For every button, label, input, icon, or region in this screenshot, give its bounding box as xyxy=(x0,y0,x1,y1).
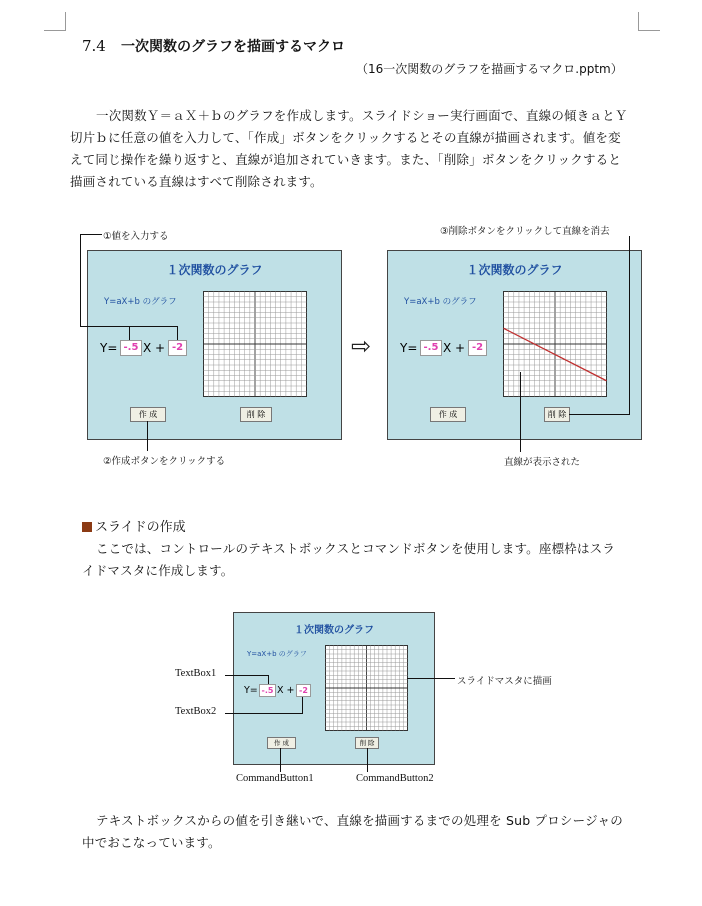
crop-mark-right xyxy=(638,30,660,31)
slide-formula: Y=aX+b のグラフ xyxy=(247,650,307,658)
crop-mark-left xyxy=(44,30,66,31)
callout-line xyxy=(177,326,178,340)
annotation-create: ②作成ボタンをクリックする xyxy=(103,456,226,467)
callout-line xyxy=(80,234,81,326)
annotation-input: ①値を入力する xyxy=(103,231,169,242)
intro-line: 切片ｂに任意の値を入力して、「作成」ボタンをクリックするとその直線が描画されます。値を変 xyxy=(70,130,621,145)
delete-button[interactable]: 削 除 xyxy=(240,407,272,422)
closing-line: 中でおこなっています。 xyxy=(82,835,221,850)
label-textbox1: TextBox1 xyxy=(175,668,217,679)
subsection-title: スライドの作成 xyxy=(95,520,186,535)
label-textbox2: TextBox2 xyxy=(175,706,217,717)
callout-line xyxy=(268,675,269,684)
crop-mark-right-v xyxy=(638,12,639,31)
closing-line: テキストボックスからの値を引き継いで、直線を描画するまでの処理を Sub プロシージャの xyxy=(96,813,623,828)
intro-line: 一次関数Ｙ＝ａＸ＋ｂのグラフを作成します。スライドショー実行画面で、直線の傾きａとＹ xyxy=(96,108,628,123)
closing-paragraph xyxy=(82,810,642,854)
section-heading xyxy=(82,36,345,56)
slide-master xyxy=(233,612,435,765)
callout-line xyxy=(80,234,102,235)
slide-before xyxy=(87,250,342,440)
callout-line xyxy=(302,697,303,714)
commandbutton2[interactable]: 削 除 xyxy=(355,737,379,749)
subsection-heading xyxy=(82,516,186,535)
annotation-delete: ③削除ボタンをクリックして直線を消去 xyxy=(440,226,610,237)
callout-line xyxy=(280,748,281,772)
delete-button[interactable]: 削 除 xyxy=(544,407,570,422)
callout-line xyxy=(569,414,630,415)
commandbutton1[interactable]: 作 成 xyxy=(267,737,296,749)
slide-formula: Y=aX+b のグラフ xyxy=(404,297,477,307)
callout-line xyxy=(367,748,368,772)
textbox2[interactable]: -2 xyxy=(296,684,311,697)
textbox-a[interactable]: -.5 xyxy=(120,340,142,356)
label-slide-master: スライドマスタに描画 xyxy=(457,676,552,687)
section-title: 一次関数のグラフを描画するマクロ xyxy=(120,39,345,55)
section-number: 7.4 xyxy=(82,37,106,55)
y-equals-label: Y= xyxy=(400,341,418,355)
textbox1[interactable]: -.5 xyxy=(259,684,276,697)
callout-line xyxy=(629,236,630,414)
intro-paragraph xyxy=(70,105,644,193)
slide-title: １次関数のグラフ xyxy=(166,263,263,277)
coordinate-grid xyxy=(203,291,307,397)
label-commandbutton2: CommandButton2 xyxy=(356,773,434,784)
y-equals-label: Y= xyxy=(100,341,118,355)
intro-line: 描画されている直線はすべて削除されます。 xyxy=(70,174,323,189)
annotation-line: 直線が表示された xyxy=(504,457,581,468)
x-plus-label: X + xyxy=(443,341,466,355)
textbox-b[interactable]: -2 xyxy=(168,340,187,356)
slide-after xyxy=(387,250,642,440)
callout-line xyxy=(147,421,148,451)
coordinate-grid xyxy=(325,645,408,731)
section2-line: イドマスタに作成します。 xyxy=(82,563,234,578)
callout-line xyxy=(225,713,303,714)
textbox-a[interactable]: -.5 xyxy=(420,340,442,356)
x-plus-label: X + xyxy=(143,341,166,355)
x-plus-label: X + xyxy=(277,685,295,696)
callout-line xyxy=(129,326,130,340)
section2-line: ここでは、コントロールのテキストボックスとコマンドボタンを使用します。座標枠はスラ xyxy=(96,541,616,556)
crop-mark-left-v xyxy=(65,12,66,31)
create-button[interactable]: 作 成 xyxy=(130,407,166,422)
square-bullet-icon xyxy=(82,522,92,532)
label-commandbutton1: CommandButton1 xyxy=(236,773,314,784)
intro-line: えて同じ操作を繰り返すと、直線が追加されていきます。また、「削除」ボタンをクリックすると xyxy=(70,152,622,167)
textbox-b[interactable]: -2 xyxy=(468,340,487,356)
right-arrow-icon: ⇨ xyxy=(351,332,372,360)
y-equals-label: Y= xyxy=(244,685,258,696)
slide-title: １次関数のグラフ xyxy=(466,263,563,277)
callout-line xyxy=(407,678,455,679)
create-button[interactable]: 作 成 xyxy=(430,407,466,422)
coordinate-grid-with-line xyxy=(503,291,607,397)
slide-formula: Y=aX+b のグラフ xyxy=(104,297,177,307)
slide-title: １次関数のグラフ xyxy=(294,625,374,636)
callout-line xyxy=(520,372,521,452)
section2-paragraph xyxy=(82,538,642,582)
callout-line xyxy=(225,675,269,676)
file-name: （16一次関数のグラフを描画するマクロ.pptm） xyxy=(356,62,623,76)
